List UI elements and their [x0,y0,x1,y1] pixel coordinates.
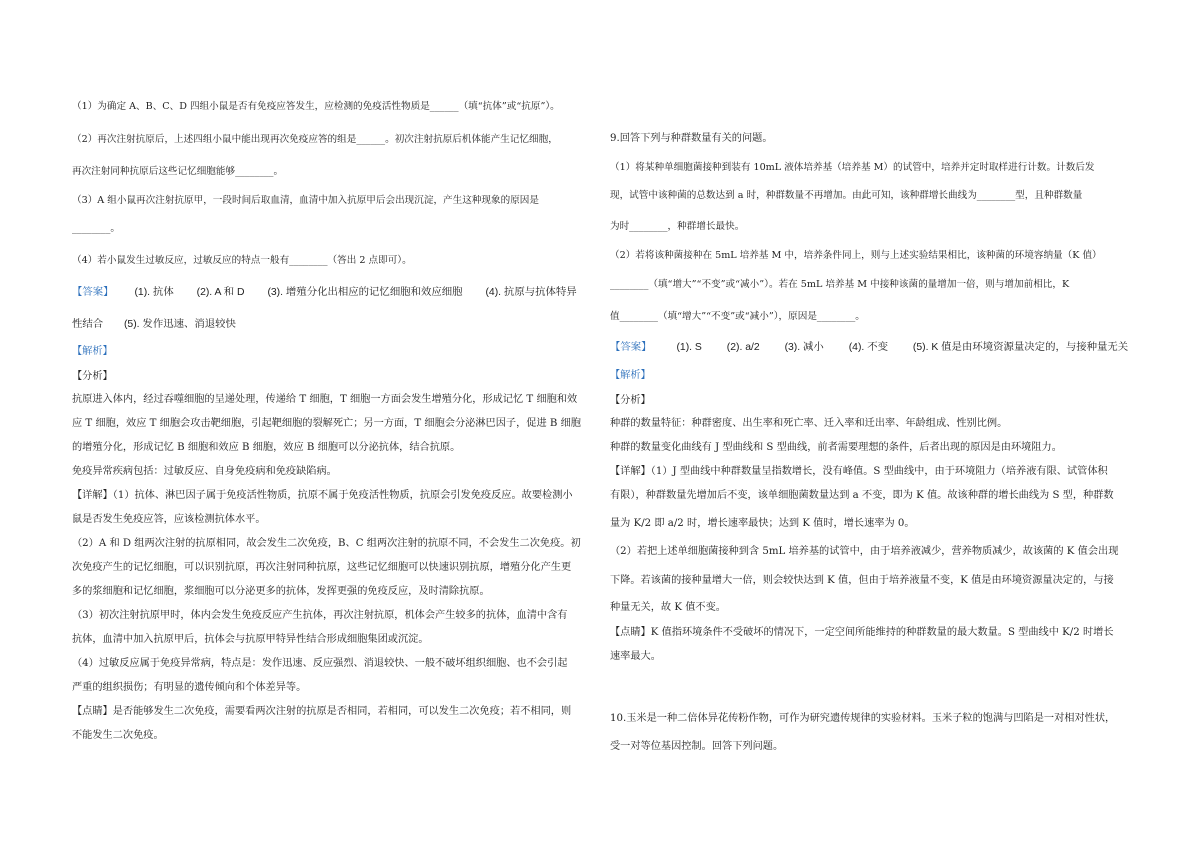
question-line: 现，试管中该种菌的总数达到 a 时，种群数量不再增加。由此可知，该种群增长曲线为________型，且种群数量 [610,190,1083,201]
question-line: （2）再次注射抗原后，上述四组小鼠中能出现再次免疫应答的组是______。初次注射抗原后机体能产生记忆细胞， [72,134,558,145]
analysis-line: 抗体，血清中加入抗原甲后，抗体会与抗原甲特异性结合形成细胞集团或沉淀。 [72,634,429,645]
answer-item: (4). 不变 [848,342,888,353]
analysis-line: 【点睛】是否能够发生二次免疫，需要看两次注射的抗原是否相同，若相同，可以发生二次免疫；若不相同，则 [72,706,572,717]
analysis-line: （3）初次注射抗原甲时，体内会发生免疫反应产生抗体，再次注射抗原，机体会产生较多的抗体，血清中含有 [72,610,568,621]
analysis-line: （2）若把上述单细胞菌接种到含 5mL 培养基的试管中，由于培养液减少，营养物质减少，故该菌的 K 值会出现 [610,546,1119,557]
question-line: （3）A 组小鼠再次注射抗原甲，一段时间后取血清，血清中加入抗原甲后会出现沉淀，产生这种现象的原因是 [72,195,539,206]
answer-tag: 【答案】 [610,342,652,353]
question-title: 9.回答下列与种群数量有关的问题。 [610,133,773,144]
question-line: 受一对等位基因控制。回答下列问题。 [610,741,784,752]
analysis-line: 严重的组织损伤；有明显的遗传倾向和个体差异等。 [72,682,307,693]
analysis-line: 【点睛】K 值指环境条件不受破坏的情况下，一定空间所能维持的种群数量的最大数量。S 型曲线中 K/2 时增长 [610,627,1114,638]
analysis-line: 鼠是否发生免疫应答，应该检测抗体水平。 [72,514,266,525]
question-title: 10.玉米是一种二倍体异花传粉作物，可作为研究遗传规律的实验材料。玉米子粒的饱满与凹陷是一对相对性状， [610,713,1116,724]
answer-item: (2). a/2 [726,342,760,353]
analysis-line: 种群的数量变化曲线有 J 型曲线和 S 型曲线，前者需要理想的条件，后者出现的原因是由环境阻力。 [610,442,1062,453]
question-line: ________（填“增大”“不变”或“减小”）。若在 5mL 培养基 M 中接种该菌的量增加一倍，则与增加前相比，K [610,279,1070,290]
analysis-line: 【详解】（1）抗体、淋巴因子属于免疫活性物质，抗原不属于免疫活性物质，抗原会引发免疫反应。故要检测小 [72,490,573,501]
section-heading: 【分析】 [610,395,651,406]
answer-tag: 【答案】 [72,287,114,298]
answer-item: (3). 增殖分化出相应的记忆细胞和效应细胞 [267,287,463,298]
question-line: 再次注射同种抗原后这些记忆细胞能够________。 [72,166,284,177]
analysis-line: （4）过敏反应属于免疫异常病，特点是：发作迅速、反应强烈、消退较快、一般不破坏组织细胞、也不会引起 [72,658,568,669]
analysis-line: 有限），种群数量先增加后不变，该单细胞菌数量达到 a 不变，即为 K 值。故该种群的增长曲线为 S 型，种群数 [610,490,1114,501]
question-line: （2）若将该种菌接种在 5mL 培养基 M 中，培养条件同上，则与上述实验结果相比，该种菌的环境容纳量（K 值） [610,250,1102,261]
answer-line [610,341,1128,355]
answer-item: (1). 抗体 [134,287,174,298]
analysis-line: 抗原进入体内，经过吞噬细胞的呈递处理，传递给 T 细胞，T 细胞一方面会发生增殖分化，形成记忆 T 细胞和效 [72,394,578,405]
question-line: 为时________，种群增长最快。 [610,221,745,232]
question-line: ________。 [72,223,120,234]
analysis-line: 多的浆细胞和记忆细胞，浆细胞可以分泌更多的抗体，发挥更强的免疫反应，及时清除抗原。 [72,586,490,597]
analysis-line: 的增殖分化，形成记忆 B 细胞和效应 B 细胞，效应 B 细胞可以分泌抗体，结合抗原。 [72,442,461,453]
question-line: （4）若小鼠发生过敏反应，过敏反应的特点一般有________（答出 2 点即可）。 [72,255,412,266]
analysis-line: 速率最大。 [610,651,661,662]
analysis-line: 免疫异常疾病包括：过敏反应、自身免疫病和免疫缺陷病。 [72,466,337,477]
question-line: 值________（填“增大”“不变”或“减小”），原因是________。 [610,311,865,322]
analysis-tag: 【解析】 [72,346,113,357]
analysis-line: 种群的数量特征：种群密度、出生率和死亡率、迁入率和迁出率、年龄组成、性别比例。 [610,418,1008,429]
answer-item: (5). K 值是由环境资源量决定的，与接种量无关 [912,342,1129,353]
analysis-tag: 【解析】 [610,370,651,381]
analysis-line: 次免疫产生的记忆细胞，可以识别抗原，再次注射同种抗原，这些记忆细胞可以快速识别抗原，增殖分化产生更 [72,562,572,573]
question-line: （1）将某种单细胞菌接种到装有 10mL 液体培养基（培养基 M）的试管中，培养并定时取样进行计数。计数后发 [610,162,1095,173]
analysis-line: 下降。若该菌的接种量增大一倍，则会较快达到 K 值，但由于培养液量不变，K 值是由环境资源量决定的，与接 [610,575,1114,586]
analysis-line: 不能发生二次免疫。 [72,730,164,741]
answer-item: (3). 减小 [784,342,824,353]
answer-item: (2). A 和 D [196,287,245,298]
answer-item: (4). 抗原与抗体特异 [485,287,577,298]
analysis-line: 【详解】（1）J 型曲线中种群数量呈指数增长，没有峰值。S 型曲线中，由于环境阻力（培养液有限、试管体积 [610,466,1108,477]
analysis-line: 量为 K/2 即 a/2 时，增长速率最快；达到 K 值时，增长速率为 0。 [610,518,915,529]
question-line: （1）为确定 A、B、C、D 四组小鼠是否有免疫应答发生，应检测的免疫活性物质是______（填“抗体”或“抗原”）。 [72,101,560,112]
answer-line [72,286,577,300]
answer-line: 性结合 (5). 发作迅速、消退较快 [72,319,236,330]
answer-item: (1). S [676,342,702,353]
analysis-line: 应 T 细胞，效应 T 细胞会攻击靶细胞，引起靶细胞的裂解死亡；另一方面，T 细胞会分泌淋巴因子，促进 B 细胞 [72,418,581,429]
analysis-line: （2）A 和 D 组两次注射的抗原相同，故会发生二次免疫，B、C 组两次注射的抗原不同，不会发生二次免疫。初 [72,538,581,549]
section-heading: 【分析】 [72,371,113,382]
analysis-line: 种量无关，故 K 值不变。 [610,602,726,613]
